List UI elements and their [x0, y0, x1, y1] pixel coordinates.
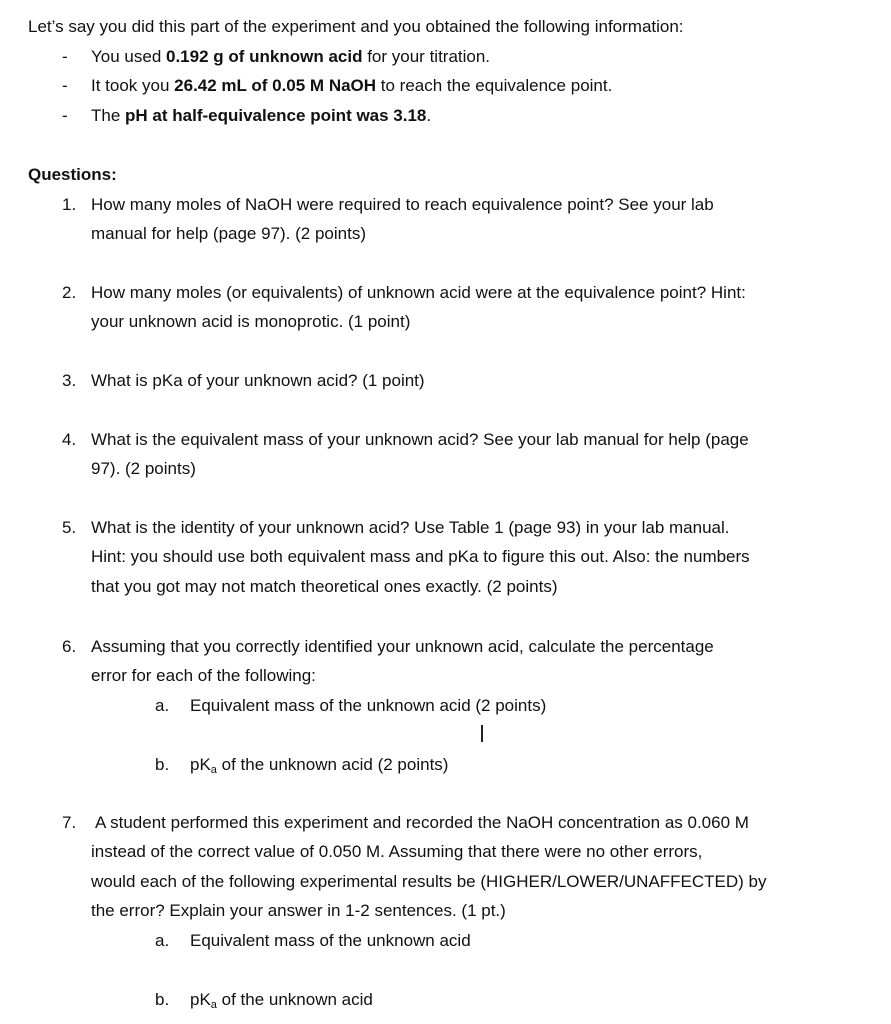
- bullet-dash: -: [62, 106, 68, 125]
- bullet-item-half-eq-ph: The pH at half-equivalence point was 3.18.: [91, 106, 432, 125]
- question-number: 4.: [62, 430, 77, 449]
- intro-text: Let’s say you did this part of the experiment and you obtained the following information:: [28, 17, 684, 36]
- question-3-line-1: What is pKa of your unknown acid? (1 point): [91, 371, 425, 390]
- question-6-line-2: error for each of the following:: [91, 666, 316, 685]
- question-6a-text: Equivalent mass of the unknown acid (2 points): [190, 696, 547, 715]
- question-6-line-1: Assuming that you correctly identified your unknown acid, calculate the percentage: [91, 637, 714, 656]
- question-number: 2.: [62, 283, 77, 302]
- question-1-line-1: How many moles of NaOH were required to reach equivalence point? See your lab: [91, 195, 714, 214]
- question-7-line-1: A student performed this experiment and recorded the NaOH concentration as 0.060 M: [95, 813, 749, 832]
- question-number: 1.: [62, 195, 77, 214]
- bullet-dash: -: [62, 76, 68, 95]
- question-7-line-2: instead of the correct value of 0.050 M. Assuming that there were no other errors,: [91, 842, 703, 861]
- question-number: 6.: [62, 637, 77, 656]
- sub-item-label: b.: [155, 990, 170, 1009]
- sub-item-label: b.: [155, 755, 170, 774]
- question-6b-text: $pK_a$ of the unknown acid (2 points): [190, 755, 449, 776]
- question-4-line-1: What is the equivalent mass of your unknown acid? See your lab manual for help (page: [91, 430, 749, 449]
- questions-heading: Questions:: [28, 165, 117, 184]
- question-7-line-3: would each of the following experimental results be (HIGHER/LOWER/UNAFFECTED) by: [91, 872, 767, 891]
- question-number: 5.: [62, 518, 77, 537]
- question-5-line-3: that you got may not match theoretical ones exactly. (2 points): [91, 577, 558, 596]
- question-7-line-4: the error? Explain your answer in 1-2 sentences. (1 pt.): [91, 901, 506, 920]
- sub-item-label: a.: [155, 696, 170, 715]
- question-1-line-2: manual for help (page 97). (2 points): [91, 224, 366, 243]
- question-7b-text: $pK_a$ of the unknown acid: [190, 990, 373, 1011]
- bullet-item-naoh-volume: It took you 26.42 mL of 0.05 M NaOH to reach the equivalence point.: [91, 76, 613, 95]
- question-5-line-1: What is the identity of your unknown acid? Use Table 1 (page 93) in your lab manual.: [91, 518, 730, 537]
- sub-item-label: a.: [155, 931, 170, 950]
- bullet-item-acid-mass: You used 0.192 g of unknown acid for your titration.: [91, 47, 491, 66]
- question-2-line-1: How many moles (or equivalents) of unknown acid were at the equivalence point? Hint:: [91, 283, 746, 302]
- bullet-dash: -: [62, 47, 68, 66]
- question-4-line-2: 97). (2 points): [91, 459, 196, 478]
- question-7a-text: Equivalent mass of the unknown acid: [190, 931, 471, 950]
- question-5-line-2: Hint: you should use both equivalent mass and pKa to figure this out. Also: the numbers: [91, 547, 750, 566]
- question-2-line-2: your unknown acid is monoprotic. (1 point): [91, 312, 411, 331]
- text-cursor: [481, 725, 483, 742]
- question-number: 3.: [62, 371, 77, 390]
- question-number: 7.: [62, 813, 77, 832]
